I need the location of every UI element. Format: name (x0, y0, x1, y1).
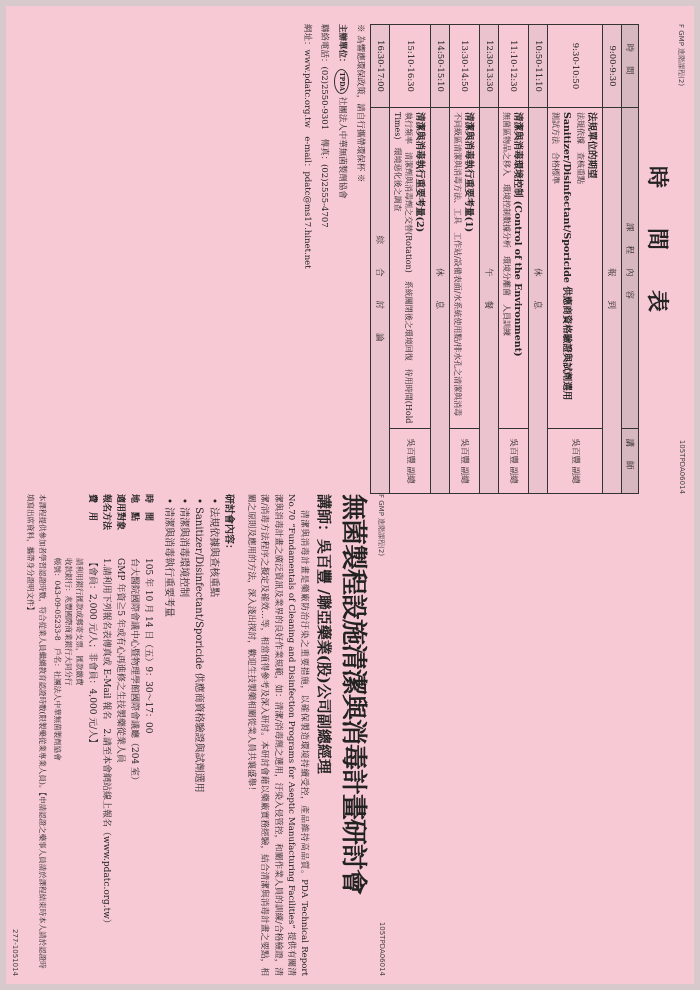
topic-item: • 法規依據與查核重點 (206, 498, 221, 976)
intro-paragraph: 清潔與消毒計畫是藥廠防治汙染之重要措施，以確保製造環境持續受控，產品維持高品質。PDA Technical Report No.70 “Fundamentals of Cleaning and Disinfection Programs for Aseptic Manufacturing Facilities” 提供有關清潔與消毒計畫之廣泛資訊及業界的良好作業規範，如：清潔/消毒劑之選用，汙染入侵管控，和關作業人員的訓練/合格檢證，清潔/消毒方法程序之擬定及確效…等，相當值得參考及深入研討。本研討會藉以藥廠實務經驗，結合清潔與消毒計畫之要點，相關之原則及應用的方法，深入淺出探討，歡迎生技製藥相關從業人員共襄盛舉！ (246, 494, 309, 976)
info-location (127, 494, 141, 976)
schedule-title: 時間表 (644, 165, 670, 352)
certification-note: 本課程提供參加者學習認證時數，符合從業人員繼續教育認證時數(限製藥從業專業人員)。【申請認證之藥事人員請於課程結束時本人請於認證時填寫出席資料，攜帶身分證明文件】 (25, 494, 47, 969)
announce-footer (11, 494, 19, 976)
schedule-header-right: 105TPDA06014 (678, 439, 686, 494)
topic-item: • 清潔與消毒執行重要考量 (161, 498, 176, 976)
schedule-header (676, 24, 686, 494)
row-speaker: 吳百豐 副總 (390, 429, 431, 494)
session-title: 清潔與消毒執行重要考量(2) (414, 112, 425, 233)
contact-phone: 聯絡電話：(02)2550-9301 傳真：(02)2555-4707 (319, 24, 329, 228)
topic-item: • 清潔與消毒環境控制 (176, 498, 191, 976)
organizer-name: 社團法人中華無菌製劑協會 (337, 96, 347, 199)
table-row (603, 25, 622, 494)
tpda-logo-icon: TPDA (334, 69, 349, 94)
row-content (499, 108, 529, 429)
announce-header-left: F GMP 進階課程(2) (377, 494, 385, 557)
info-value: 台大醫院國際會議中心暨物理學館國際會議廳（204 室） (128, 558, 139, 786)
fee-note: 帳號：043-09-05233-8 戶名：社團法人中華無菌製劑協會 (52, 558, 62, 761)
row-content: 報到 (603, 108, 622, 494)
row-time: 16:30-17:00 (371, 25, 390, 108)
schedule-header-left: F GMP 進階課程(2) (677, 24, 685, 87)
session-title: 法規單位的期望 (586, 112, 597, 179)
info-time (141, 494, 155, 976)
info-fee (85, 494, 99, 976)
table-row (529, 25, 548, 494)
table-row (480, 25, 499, 494)
table-row (431, 25, 450, 494)
row-content: 休息 (529, 108, 548, 494)
organizer-label: 主辦單位： (337, 24, 347, 67)
row-time: 9:00-9:30 (603, 25, 622, 108)
col-time-header: 時間 (622, 25, 639, 108)
row-content: 休息 (431, 108, 450, 494)
info-label: 費 用 (86, 494, 97, 522)
info-value: 105 年 10 月 14 日（五）9：30～17：00 (142, 558, 153, 734)
row-time: 12:30-13:30 (480, 25, 499, 108)
row-time: 11:10-12:30 (499, 25, 529, 108)
table-row (450, 25, 480, 494)
row-speaker: 吳百豐 副總 (499, 429, 529, 494)
col-speaker-header: 講師 (622, 429, 639, 494)
session-points: 執行頻率 清潔劑與消毒劑之交替(Rotation) 系統關閉後之環境回復 待用時間(Hold Times) 環境惡化後之調查 (393, 112, 413, 424)
sheet (6, 6, 694, 984)
fee-note: 收款銀行：兆豐國際商業銀行大同分行 (63, 558, 73, 686)
session-title: 清潔與消毒環境控制 (Control of the Environment) (512, 112, 523, 357)
speaker-line: 講師：吳百豐 /聯亞藥業(股)公司副總經理 (315, 494, 333, 774)
row-speaker: 吳百豐 副總 (450, 429, 480, 494)
organizer-line (334, 24, 349, 494)
announce-header (376, 494, 386, 976)
fee-notes (52, 494, 85, 976)
info-label: 地 點 (128, 494, 139, 522)
topic-item: • Sanitizer/Disinfectant/Sporicide 供應商資格驗證與試劑選用 (191, 498, 206, 976)
row-content (548, 108, 603, 429)
page-title: 無菌製程設施清潔與消毒計畫研討會 (338, 494, 368, 895)
table-row (390, 25, 431, 494)
row-content (390, 108, 431, 429)
row-time: 15:10-16:30 (390, 25, 431, 108)
session-points: 測試方法 合格標準 (551, 112, 560, 184)
row-speaker: 吳百豐 副總 (548, 429, 603, 494)
row-content: 午餐 (480, 108, 499, 494)
session-title: 清潔與消毒執行重要考量(1) (463, 112, 474, 233)
announce-footer-right: 277-1051014 (11, 928, 19, 976)
session-title: Sanitizer/Disinfectant/Sporicide 供應商資格驗證與試劑選用 (561, 112, 572, 401)
info-value: 1.請利用下列報名表傳真或 E-Mail 報名 2.請至本會網站線上報名（www.pdatc.org.tw） (100, 558, 111, 928)
announce-header-right: 105TPDA06014 (378, 921, 386, 976)
info-audience (113, 494, 127, 976)
topics-heading: 研討會內容： (222, 494, 234, 554)
session-points: 不同級區清潔與消毒方法、工具 工作站/設備表面/水系統使用點/排水孔之清潔與消毒 (453, 112, 462, 417)
table-row (499, 25, 529, 494)
table-header-row (622, 25, 639, 494)
schedule-table (370, 24, 639, 494)
session-points: 無菌區物品之移入 環境控制數據分析 環境分離菌 人員訓練 (502, 112, 511, 336)
schedule-panel (16, 24, 686, 494)
row-content (450, 108, 480, 429)
topics-list (161, 494, 221, 976)
info-label: 報名方法 (100, 494, 111, 531)
row-time: 14:50-15:10 (431, 25, 450, 108)
announcement-panel (11, 494, 386, 976)
info-value: GMP 年資≧5 年或有心再進修之生技製藥從業人員 (114, 558, 125, 763)
info-value: 【會員：2,000 元/人；非會員：4,000 元/人】 (86, 558, 97, 748)
row-time: 9:30-10:50 (548, 25, 603, 108)
info-label: 適用對象 (114, 494, 125, 531)
fee-note: 請利用銀行匯款或郵寄支票，匯款繳費 (74, 558, 84, 686)
table-row (371, 25, 390, 494)
row-time: 10:50-11:10 (529, 25, 548, 108)
info-label: 時 間 (142, 494, 153, 522)
eco-note: ※ 為響應環保政策，請自行攜帶環保杯 ※ (355, 24, 365, 183)
row-content: 綜合討論 (371, 108, 390, 494)
contact-web: 網址：www.pdatc.org.tw e-mail：pdatc@ms17.hinet.net (302, 24, 312, 269)
row-time: 13:30-14:50 (450, 25, 480, 108)
col-content-header: 課程內容 (622, 108, 639, 429)
session-points: 法規依據 查核重點 (576, 112, 585, 184)
table-row (548, 25, 603, 494)
info-registration (99, 494, 113, 976)
